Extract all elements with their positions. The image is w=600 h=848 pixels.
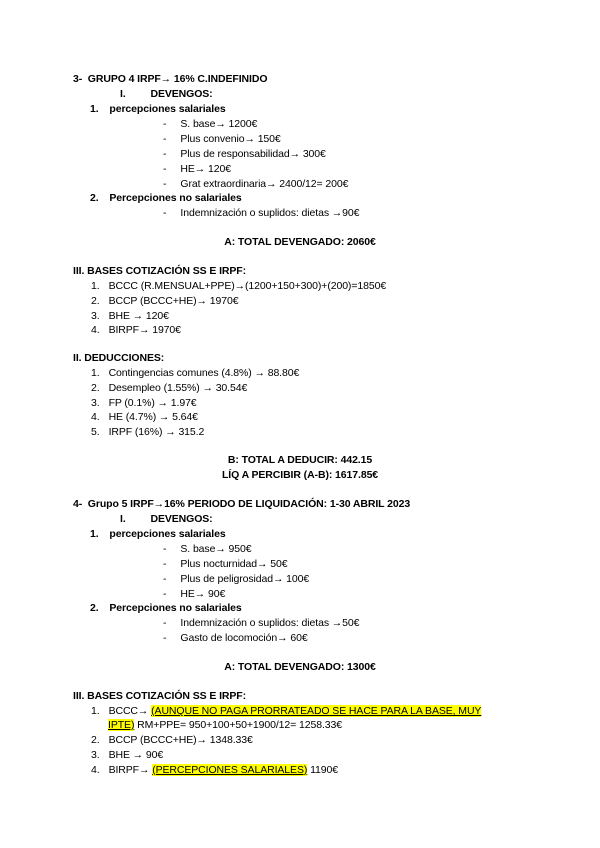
list-item: - Indemnización o suplidos: dietas →50€ (163, 617, 360, 629)
list-item: 1. Contingencias comunes (4.8%) → 88.80€ (91, 367, 300, 379)
list-item: 3. BHE → 90€ (91, 749, 164, 761)
no-salariales-heading (90, 191, 242, 205)
section-title-text: Grupo 5 IRPF→16% PERIODO DE LIQUIDACIÓN: 1-30 ABRIL 2023 (87, 498, 411, 510)
list-item: - Plus nocturnidad→ 50€ (163, 558, 288, 570)
total-devengado: A: TOTAL DEVENGADO: 1300€ (224, 661, 376, 673)
deducciones-heading: II. DEDUCCIONES: (73, 352, 165, 364)
list-item-continuation: IPTE) RM+PPE= 950+100+50+1900/12= 1258.33€ (108, 719, 342, 731)
list-number: 2. (90, 602, 99, 614)
list-item: 1. BCCC→ (AUNQUE NO PAGA PRORRATEADO SE HACE PARA LA BASE, MUY (91, 705, 482, 717)
salariales-label: percepciones salariales (109, 528, 226, 540)
list-item: 3. BHE → 120€ (91, 310, 169, 322)
list-number: 1. (90, 528, 99, 540)
salariales-label: percepciones salariales (109, 103, 226, 115)
highlighted-note: (PERCEPCIONES SALARIALES) (152, 764, 308, 776)
section-3-title (73, 72, 267, 86)
list-item: - HE→ 90€ (163, 588, 226, 600)
highlighted-note: IPTE) (108, 719, 135, 731)
salariales-heading (90, 527, 226, 541)
salariales-heading (90, 102, 226, 116)
devengos-heading (120, 512, 213, 526)
total-a-deducir: B: TOTAL A DEDUCIR: 442.15 (227, 454, 373, 466)
highlighted-note: (AUNQUE NO PAGA PRORRATEADO SE HACE PARA LA BASE, MUY (151, 705, 482, 717)
list-item: - S. base→ 950€ (163, 543, 252, 555)
list-item: - Plus convenio→ 150€ (163, 133, 281, 145)
list-item: 2. BCCP (BCCC+HE)→ 1348.33€ (91, 734, 253, 746)
total-devengado: A: TOTAL DEVENGADO: 2060€ (224, 236, 376, 248)
list-number: 2. (90, 192, 99, 204)
bases-heading: III. BASES COTIZACIÓN SS E IRPF: (73, 690, 246, 702)
list-item: 3. FP (0.1%) → 1.97€ (91, 397, 197, 409)
section-number: 3- (73, 73, 83, 85)
liquido-a-percibir: LÍQ A PERCIBIR (A-B): 1617.85€ (221, 469, 379, 481)
roman-numeral: I. (120, 513, 126, 525)
no-salariales-label: Percepciones no salariales (109, 192, 242, 204)
roman-numeral: I. (120, 88, 126, 100)
list-item: - Plus de responsabilidad→ 300€ (163, 148, 326, 160)
list-item: 2. Desempleo (1.55%) → 30.54€ (91, 382, 248, 394)
list-number: 1. (90, 103, 99, 115)
devengos-label: DEVENGOS: (150, 513, 213, 525)
list-item: 4. BIRPF→ (PERCEPCIONES SALARIALES) 1190€ (91, 764, 338, 776)
section-title-text: GRUPO 4 IRPF→ 16% C.INDEFINIDO (87, 73, 268, 85)
list-item: - Plus de peligrosidad→ 100€ (163, 573, 310, 585)
section-4-title (73, 497, 410, 511)
no-salariales-label: Percepciones no salariales (109, 602, 242, 614)
list-item: - HE→ 120€ (163, 163, 231, 175)
list-item: 5. IRPF (16%) → 315.2 (91, 426, 205, 438)
list-item: - Gasto de locomoción→ 60€ (163, 632, 308, 644)
list-item: 4. BIRPF→ 1970€ (91, 324, 181, 336)
list-item: - S. base→ 1200€ (163, 118, 258, 130)
list-item: 1. BCCC (R.MENSUAL+PPE)→(1200+150+300)+(200)=1850€ (91, 280, 387, 292)
devengos-label: DEVENGOS: (150, 88, 213, 100)
list-item: 4. HE (4.7%) → 5.64€ (91, 411, 198, 423)
devengos-heading (120, 87, 213, 101)
list-item: - Grat extraordinaria→ 2400/12= 200€ (163, 178, 349, 190)
section-number: 4- (73, 498, 83, 510)
list-item: - Indemnización o suplidos: dietas →90€ (163, 207, 360, 219)
list-item: 2. BCCP (BCCC+HE)→ 1970€ (91, 295, 239, 307)
no-salariales-heading (90, 601, 242, 615)
bases-heading: III. BASES COTIZACIÓN SS E IRPF: (73, 265, 246, 277)
